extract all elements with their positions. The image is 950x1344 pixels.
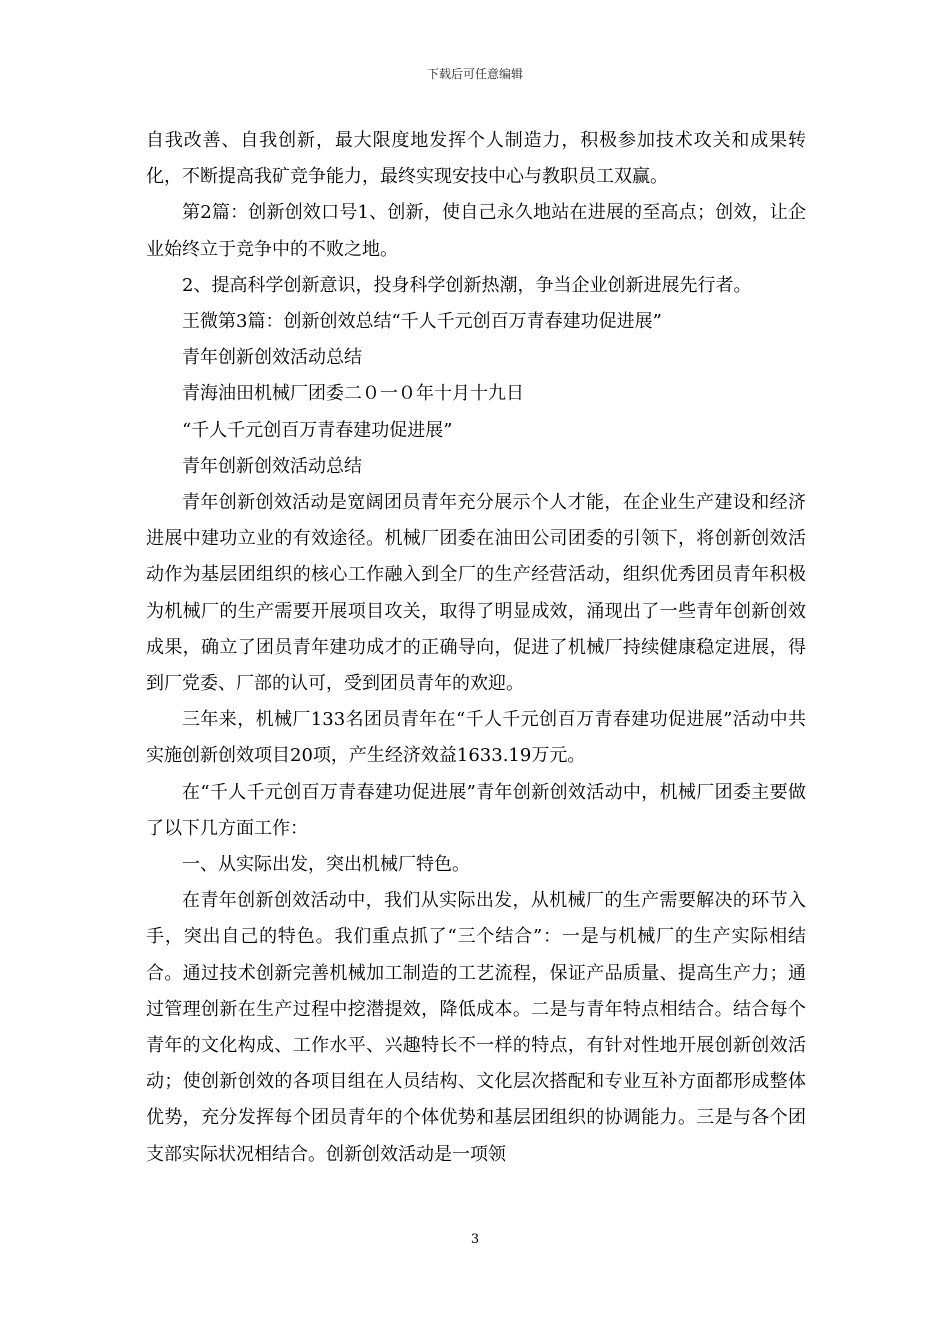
paragraph-article-3-heading: 王微第3篇：创新创效总结“千人千元创百万青春建功促进展” xyxy=(182,311,662,333)
document-body xyxy=(146,123,806,1173)
paragraph-work-overview: 在“千人千元创百万青春建功促进展”青年创新创效活动中，机械厂团委主要做了以下几方面工作： xyxy=(146,781,806,839)
paragraph-continuation: 自我改善、自我创新，最大限度地发挥个人制造力，积极参加技术攻关和成果转化，不断提高我矿竞争能力，最终实现安技中心与教职员工双赢。 xyxy=(146,130,806,188)
section-heading-1: 一、从实际出发，突出机械厂特色。 xyxy=(182,854,470,876)
page-header: 下载后可任意编辑 xyxy=(426,67,523,81)
paragraph-three-combinations: 在青年创新创效活动中，我们从实际出发，从机械厂的生产需要解决的环节入手，突出自己的特色。我们重点抓了“三个结合”：一是与机械厂的生产实际相结合。通过技术创新完善机械加工制造的工艺流程，保证产品质量、提高生产力；通过管理创新在生产过程中挖潜提效，降低成本。二是与青年特点相结合。结合每个青年的文化构成、工作水平、兴趣特长不一样的特点，有针对性地开展创新创效活动；使创新创效的各项目组在人员结构、文化层次搭配和专业互补方面都形成整体优势，充分发挥每个团员青年的个体优势和基层团组织的协调能力。三是与各个团支部实际状况相结合。创新创效活动是一项领 xyxy=(146,890,806,1165)
paragraph-summary-title: 青年创新创效活动总结 xyxy=(182,347,362,369)
paragraph-introduction: 青年创新创效活动是宽阔团员青年充分展示个人才能，在企业生产建设和经济进展中建功立业的有效途径。机械厂团委在油田公司团委的引领下，将创新创效活动作为基层团组织的核心工作融入到全厂的生产经营活动，组织优秀团员青年积极为机械厂的生产需要开展项目攻关，取得了明显成效，涌现出了一些青年创新创效成果，确立了团员青年建功成才的正确导向，促进了机械厂持续健康稳定进展，得到厂党委、厂部的认可，受到团员青年的欢迎。 xyxy=(146,492,806,695)
paragraph-author-date: 青海油田机械厂团委二０一０年十月十九日 xyxy=(182,383,524,405)
paragraph-quote-title: “千人千元创百万青春建功促进展” xyxy=(182,419,453,441)
paragraph-summary-title-repeat: 青年创新创效活动总结 xyxy=(182,455,362,477)
paragraph-three-years: 三年来，机械厂133名团员青年在“千人千元创百万青春建功促进展”活动中共实施创新创效项目20项，产生经济效益1633.19万元。 xyxy=(146,709,806,767)
paragraph-slogan-heading: 第2篇：创新创效口号1、创新，使自己永久地站在进展的至高点；创效，让企业始终立于竞争中的不败之地。 xyxy=(146,202,806,260)
paragraph-slogan-2: 2、提高科学创新意识，投身科学创新热潮，争当企业创新进展先行者。 xyxy=(182,274,752,296)
page-number: 3 xyxy=(470,1232,480,1247)
